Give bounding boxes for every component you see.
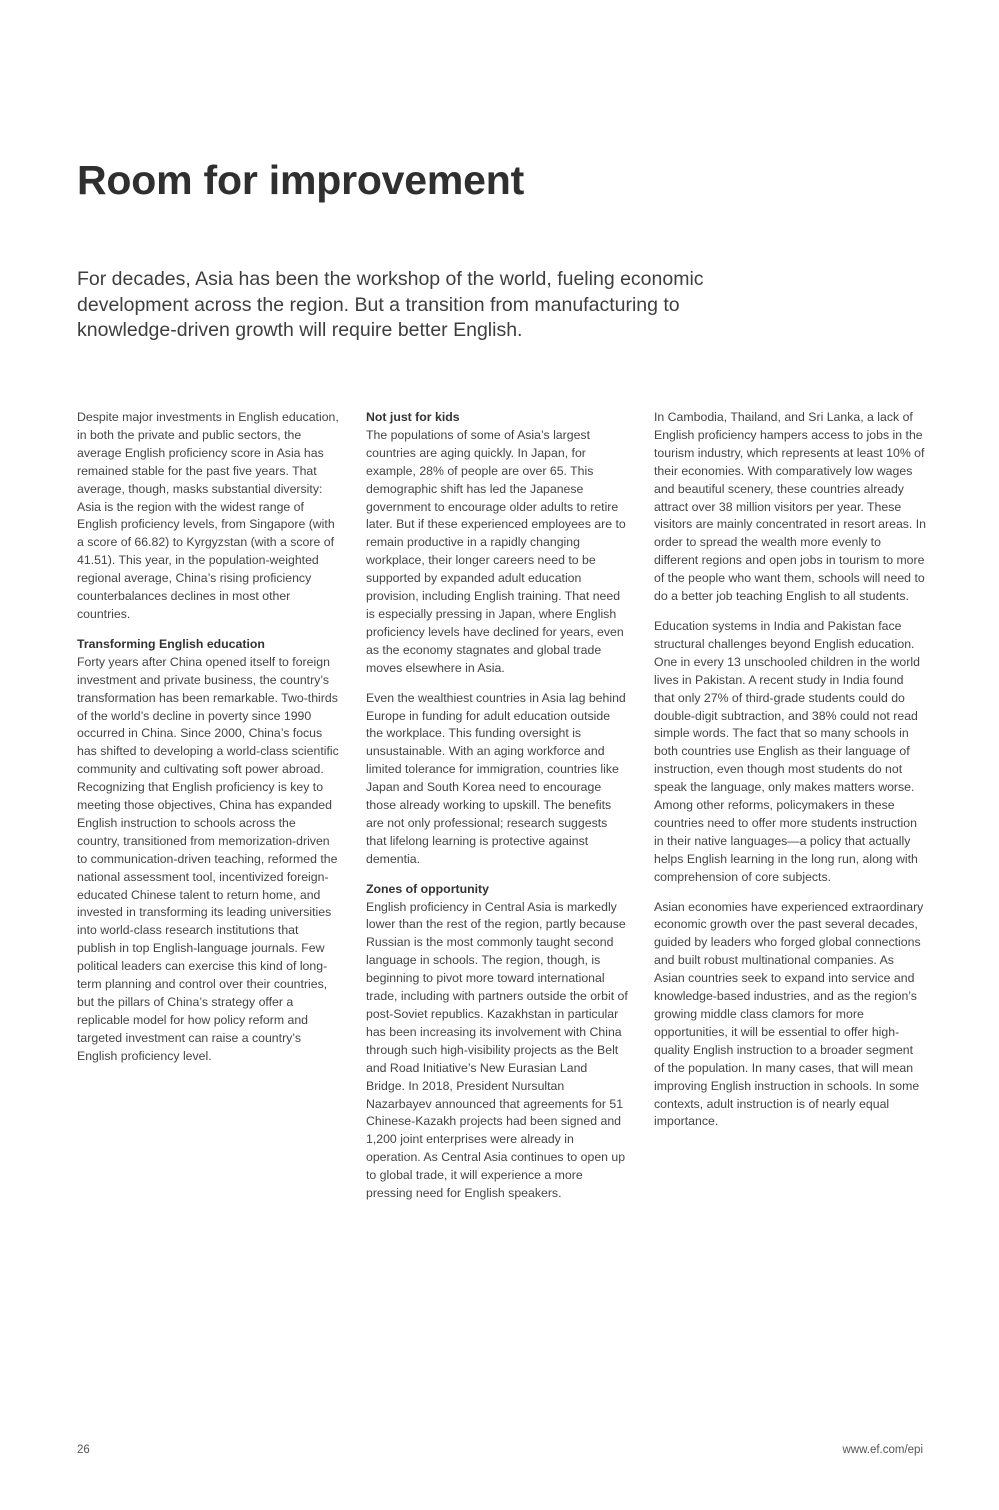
paragraph-asia-overview: Despite major investments in English education, in both the private and public sectors, the average English proficiency score in Asia has remained stable for the past five years. That average, though, masks substantial diversity: Asia is the region with the widest range of English proficiency levels, from Singapore (with a score of 66.82) to Kyrgyzstan (with a score of 41.51). This year, in the population-weighted regional average, China’s rising proficiency counterbalances declines in most other countries. <box>77 410 339 621</box>
page-number: 26 <box>77 1444 90 1456</box>
page-title: Room for improvement <box>77 157 525 203</box>
column-3 <box>654 409 926 1143</box>
column-1 <box>77 409 339 1078</box>
intro-paragraph: For decades, Asia has been the workshop of the world, fueling economic development across the region. But a transition from manufacturing to knowledge-driven growth will require better English. <box>77 268 704 341</box>
paragraph-china-transformation: Forty years after China opened itself to foreign investment and private business, the country’s transformation has been remarkable. Two-thirds of the world’s decline in poverty since 1990 occurred in China. Since 2000, China’s focus has shifted to developing a world-class scientific community and cultivating soft power abroad. Recognizing that English proficiency is key to meeting those objectives, China has expanded English instruction to schools across the country, transitioned from memorization-driven to communication-driven teaching, reformed the national assessment tool, incentivized foreign-educated Chinese talent to return home, and invested in transforming its leading universities into world-class research institutions that publish in top English-language journals. Few political leaders can exercise this kind of long-term planning and control over their countries, but the pillars of China’s strategy offer a replicable model for how policy reform and targeted investment can raise a country’s English proficiency level. <box>77 654 339 1063</box>
paragraph-adult-education-funding: Even the wealthiest countries in Asia lag behind Europe in funding for adult education outside the workplace. This funding oversight is unsustainable. With an aging workforce and limited tolerance for immigration, countries like Japan and South Korea need to encourage those already working to upskill. The benefits are not only professional; research suggests that lifelong learning is protective against dementia. <box>366 690 626 866</box>
footer-url: www.ef.com/epi <box>842 1444 923 1456</box>
paragraph-india-pakistan: Education systems in India and Pakistan face structural challenges beyond English education. One in every 13 unschooled children in the world lives in Pakistan. A recent study in India found that only 27% of third-grade students could do double-digit subtraction, and 38% could not read simple words. The fact that so many schools in both countries use English as their language of instruction, even though most students do not speak the language, only makes matters worse. Among other reforms, policymakers in these countries need to offer more students instruction in their native languages—a policy that actually helps English learning in the long run, along with comprehension of core subjects. <box>654 618 920 884</box>
section-heading-transforming: Transforming English education <box>77 636 265 651</box>
column-2 <box>366 409 628 1215</box>
paragraph-asian-economies: Asian economies have experienced extraordinary economic growth over the past several decades, guided by leaders who forged global connections and built robust multinational companies. As Asian countries seek to expand into service and knowledge-based industries, and as the region’s growing middle class clamors for more opportunities, it will be essential to offer high-quality English instruction to a broader segment of the population. In many cases, that will mean improving English instruction in schools. In some contexts, adult instruction is of nearly equal importance. <box>654 899 924 1129</box>
section-heading-not-just-for-kids: Not just for kids <box>366 410 460 424</box>
paragraph-aging-populations: The populations of some of Asia’s largest countries are aging quickly. In Japan, for example, 28% of people are over 65. This demographic shift has led the Japanese government to encourage older adults to retire later. But if these experienced employees are to remain productive in a rapidly changing workplace, their longer careers need to be supported by expanded adult education provision, including English training. That need is especially pressing in Japan, where English proficiency levels have declined for years, even as the economy stagnates and global trade moves elsewhere in Asia. <box>366 427 626 675</box>
paragraph-tourism: In Cambodia, Thailand, and Sri Lanka, a lack of English proficiency hampers access to jobs in the tourism industry, which represents at least 10% of their economies. With comparatively low wages and beautiful scenery, these countries already attract over 38 million visitors per year. These visitors are mainly concentrated in resort areas. In order to spread the wealth more evenly to different regions and open jobs in tourism to more of the people who want them, schools will need to do a better job teaching English to all students. <box>654 410 927 604</box>
paragraph-central-asia: English proficiency in Central Asia is markedly lower than the rest of the region, partly because Russian is the most commonly taught second language in schools. The region, though, is beginning to pivot more toward international trade, including with partners outside the orbit of post-Soviet republics. Kazakhstan in particular has been increasing its involvement with China through such high-visibility projects as the Belt and Road Initiative’s New Eurasian Land Bridge. In 2018, President Nursultan Nazarbayev announced that agreements for 51 Chinese-Kazakh projects had been signed and 1,200 joint enterprises were already in operation. As Central Asia continues to open up to global trade, it will experience a more pressing need for English speakers. <box>366 899 628 1201</box>
section-heading-zones-of-opportunity: Zones of opportunity <box>366 881 489 896</box>
